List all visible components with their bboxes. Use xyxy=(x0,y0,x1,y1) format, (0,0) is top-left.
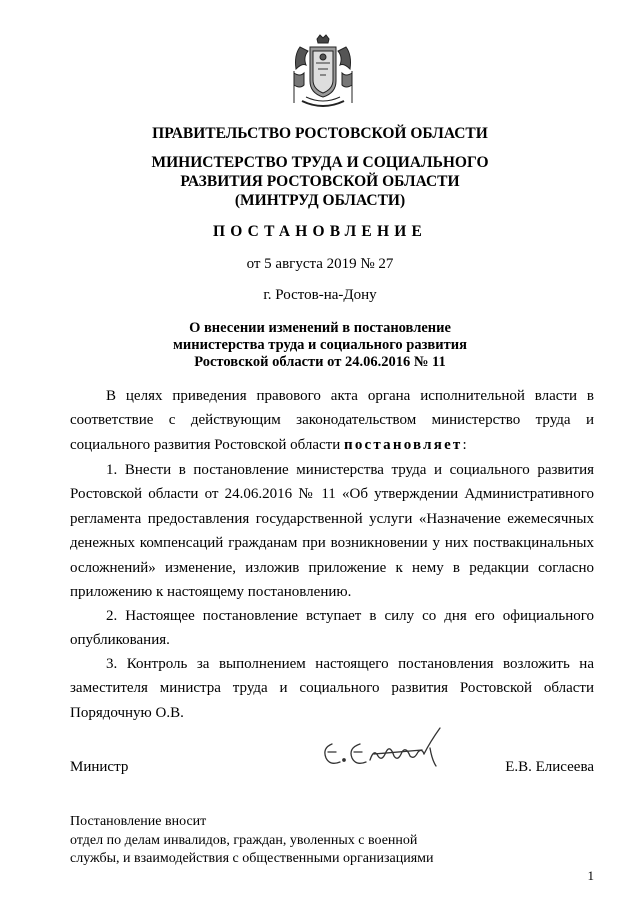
decree-word: постановляет xyxy=(344,436,463,453)
item-3-paragraph xyxy=(70,652,594,725)
ministry-heading xyxy=(60,153,580,210)
coat-of-arms-icon xyxy=(290,33,356,111)
body-line: опубликования. xyxy=(70,632,170,649)
body-line: 3. Контроль за выполнением настоящего постановления возложить на xyxy=(106,656,594,672)
body-line xyxy=(70,433,594,457)
body-line: регламента предоставления государственной услуги «Назначение ежемесячных xyxy=(70,510,594,527)
body-line: денежных компенсаций гражданам при возникновении у них поствакцинальных xyxy=(70,535,594,552)
intro-paragraph xyxy=(70,384,594,457)
subject-line: О внесении изменений в постановление xyxy=(189,320,451,336)
body-line: 1. Внести в постановление министерства труда и социального развития xyxy=(106,462,594,478)
footer-line: службы, и взаимодействия с общественными организациями xyxy=(70,851,434,866)
body-line: Ростовской области от 24.06.2016 № 11 «Об утверждении Административного xyxy=(70,486,594,503)
intro-text: социального развития Ростовской области xyxy=(70,436,345,453)
body-line: соответствие с действующим законодательством министерство труда и xyxy=(70,412,594,429)
document-type-title: ПОСТАНОВЛЕНИЕ xyxy=(212,223,428,240)
ministry-heading-line: (МИНТРУД ОБЛАСТИ) xyxy=(234,192,406,209)
item-2-paragraph xyxy=(70,604,594,653)
intro-colon: : xyxy=(462,436,467,453)
item-1-paragraph xyxy=(70,458,594,604)
page-number: 1 xyxy=(587,868,594,883)
document-subject xyxy=(80,320,560,371)
body-line: заместителя министра труда и социального развития Ростовской области xyxy=(70,680,594,697)
footer-line: отдел по делам инвалидов, граждан, уволенных с военной xyxy=(70,832,418,848)
body-line: осложнений» изменение, изложив приложение к нему в редакции согласно xyxy=(70,559,594,576)
subject-line: Ростовской области от 24.06.2016 № 11 xyxy=(194,354,446,370)
handwritten-signature xyxy=(318,722,458,782)
body-line: приложению к настоящему постановлению. xyxy=(70,584,352,601)
footer-line: Постановление вносит xyxy=(70,814,207,829)
document-city: г. Ростов-на-Дону xyxy=(263,287,377,303)
body-line: 2. Настоящее постановление вступает в силу со дня его официального xyxy=(106,608,594,624)
footer-note xyxy=(70,813,570,869)
document-date-number: от 5 августа 2019 № 27 xyxy=(246,256,394,272)
government-heading: ПРАВИТЕЛЬСТВО РОСТОВСКОЙ ОБЛАСТИ xyxy=(152,125,488,142)
signer-name: Е.В. Елисеева xyxy=(505,759,594,775)
subject-line: министерства труда и социального развития xyxy=(173,337,467,353)
ministry-heading-line: МИНИСТЕРСТВО ТРУДА И СОЦИАЛЬНОГО xyxy=(151,154,489,171)
body-line: Порядочную О.В. xyxy=(70,704,184,721)
ministry-heading-line: РАЗВИТИЯ РОСТОВСКОЙ ОБЛАСТИ xyxy=(180,173,460,190)
body-line: В целях приведения правового акта органа исполнительной власти в xyxy=(106,388,594,404)
signer-role: Министр xyxy=(70,759,129,775)
